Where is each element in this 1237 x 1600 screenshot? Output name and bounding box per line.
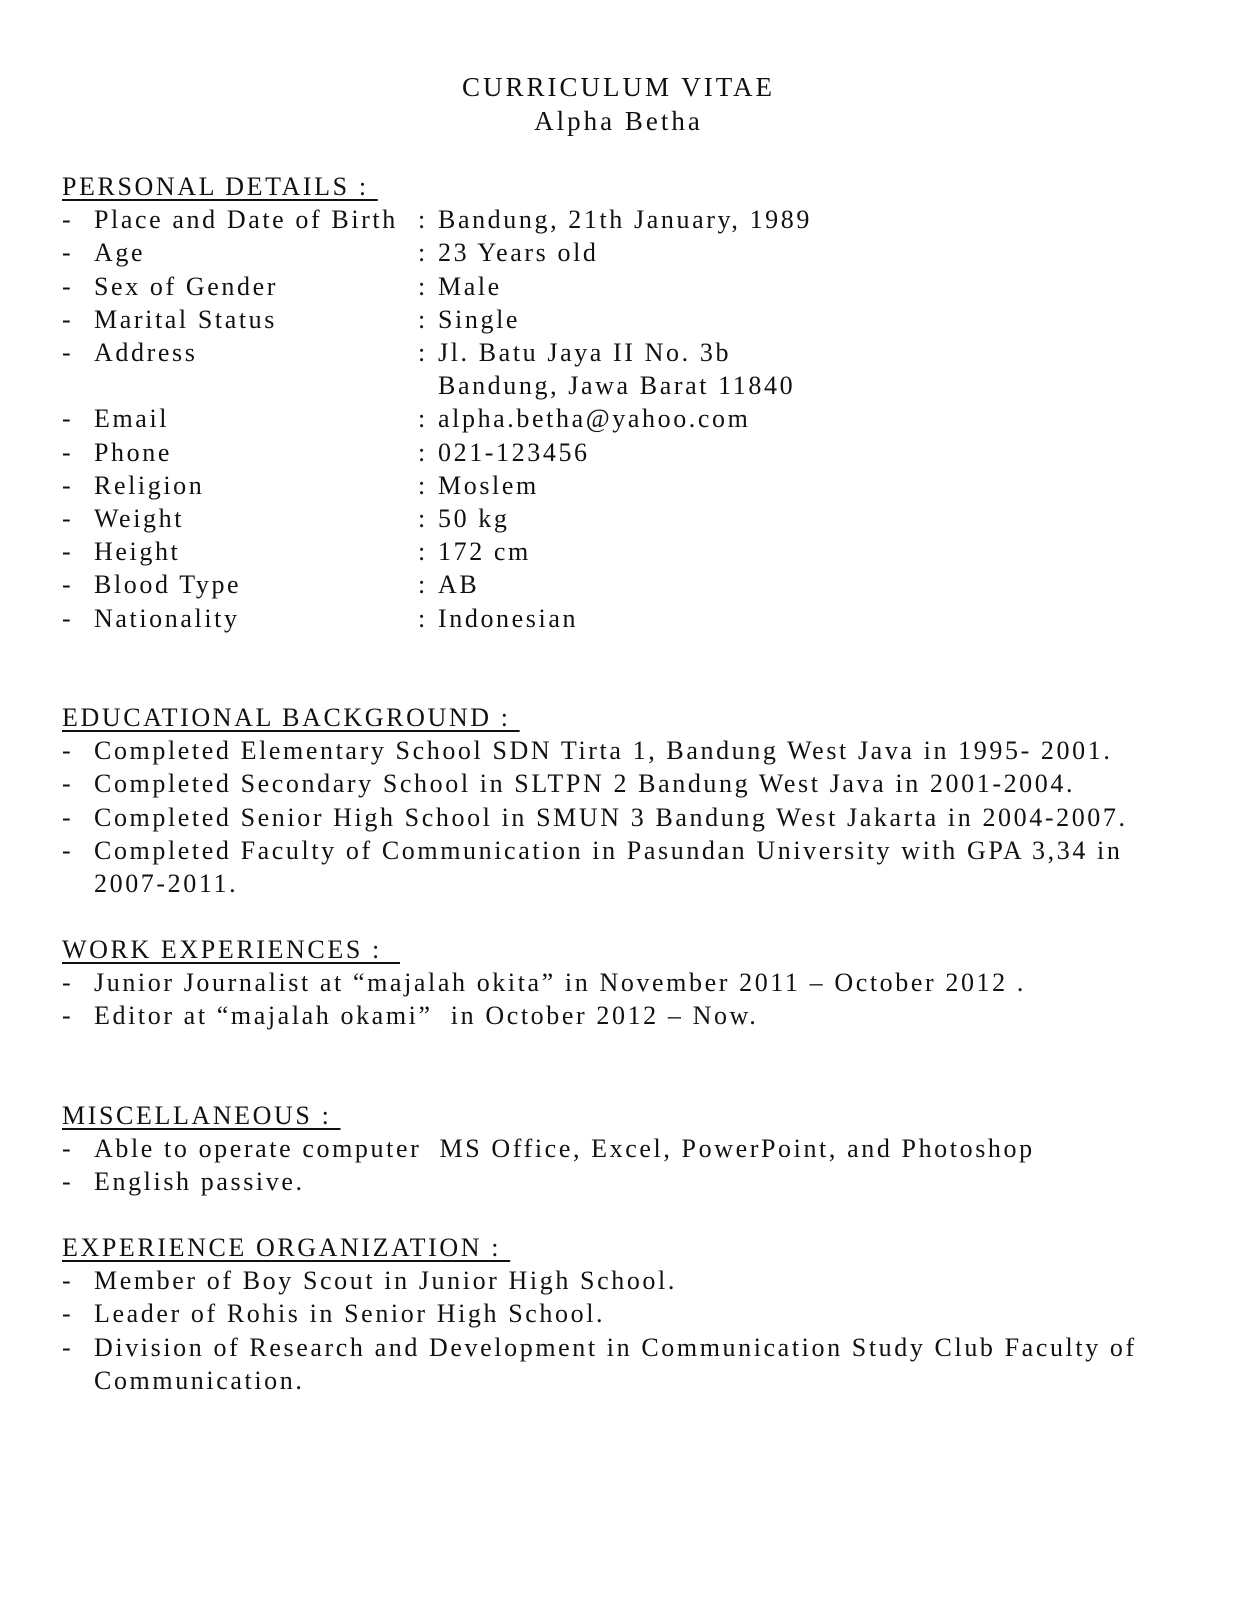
education-item: Completed Secondary School in SLTPN 2 Bandung West Java in 2001-2004. bbox=[94, 769, 1076, 799]
list-item bbox=[62, 966, 1192, 999]
detail-value: Indonesian bbox=[438, 603, 579, 633]
list-dash: - bbox=[62, 1134, 74, 1164]
detail-label: Phone bbox=[94, 437, 172, 467]
work-item: Junior Journalist at “majalah okita” in November 2011 – October 2012 . bbox=[94, 968, 1026, 998]
detail-colon: : bbox=[418, 205, 428, 235]
detail-colon: : bbox=[418, 603, 428, 633]
list-item bbox=[62, 834, 1192, 900]
detail-colon: : bbox=[418, 470, 428, 500]
detail-label: Height bbox=[94, 537, 181, 567]
list-dash: - bbox=[62, 736, 74, 766]
detail-colon: : bbox=[418, 504, 428, 534]
detail-row-email bbox=[62, 402, 1192, 435]
list-dash: - bbox=[62, 570, 74, 600]
list-item bbox=[62, 999, 1192, 1032]
detail-value: alpha.betha@yahoo.com bbox=[438, 404, 751, 434]
detail-value: 23 Years old bbox=[438, 238, 599, 268]
list-dash: - bbox=[62, 1266, 74, 1296]
detail-colon: : bbox=[418, 437, 428, 467]
detail-label: Email bbox=[94, 404, 170, 434]
candidate-name: Alpha Betha bbox=[534, 106, 703, 136]
misc-section bbox=[62, 1099, 1192, 1199]
detail-colon: : bbox=[418, 238, 428, 268]
document-title: CURRICULUM VITAE bbox=[461, 72, 776, 102]
detail-label: Marital Status bbox=[94, 304, 277, 334]
detail-row-marital bbox=[62, 303, 1192, 336]
detail-value: 50 kg bbox=[438, 504, 510, 534]
detail-label: Age bbox=[94, 238, 146, 268]
organization-item: Leader of Rohis in Senior High School. bbox=[94, 1299, 606, 1329]
detail-value: Male bbox=[438, 271, 502, 301]
detail-colon: : bbox=[418, 570, 428, 600]
list-dash: - bbox=[62, 470, 74, 500]
list-item bbox=[62, 767, 1192, 800]
list-dash: - bbox=[62, 537, 74, 567]
detail-colon: : bbox=[418, 537, 428, 567]
education-item: Completed Faculty of Communication in Pasundan University with GPA 3,34 in 2007-2011. bbox=[94, 835, 1123, 899]
personal-details-heading: PERSONAL DETAILS : bbox=[62, 172, 378, 201]
education-item: Completed Elementary School SDN Tirta 1, Bandung West Java in 1995- 2001. bbox=[94, 736, 1113, 766]
organization-section bbox=[62, 1231, 1192, 1397]
detail-row-phone bbox=[62, 436, 1192, 469]
detail-label: Blood Type bbox=[94, 570, 242, 600]
list-dash: - bbox=[62, 404, 74, 434]
organization-item: Division of Research and Development in Communication Study Club Faculty of Communication. bbox=[94, 1332, 1137, 1395]
detail-label: Religion bbox=[94, 470, 205, 500]
work-heading: WORK EXPERIENCES : bbox=[62, 935, 400, 964]
detail-row-gender bbox=[62, 270, 1192, 303]
list-dash: - bbox=[62, 1299, 74, 1329]
list-dash: - bbox=[62, 769, 74, 799]
list-item bbox=[62, 801, 1192, 834]
list-item bbox=[62, 734, 1192, 767]
list-item bbox=[62, 1165, 1192, 1198]
list-item bbox=[62, 1331, 1192, 1397]
detail-row-weight bbox=[62, 502, 1192, 535]
detail-value: Bandung, 21th January, 1989 bbox=[438, 205, 812, 235]
list-dash: - bbox=[62, 504, 74, 534]
list-dash: - bbox=[62, 304, 74, 334]
list-dash: - bbox=[62, 338, 74, 368]
list-dash: - bbox=[62, 835, 74, 865]
education-item: Completed Senior High School in SMUN 3 Bandung West Jakarta in 2004-2007. bbox=[94, 802, 1128, 832]
detail-value: Bandung, Jawa Barat 11840 bbox=[438, 371, 796, 401]
detail-value: Single bbox=[438, 304, 521, 334]
detail-label: Weight bbox=[94, 504, 185, 534]
detail-row-address-cont bbox=[62, 369, 1192, 402]
detail-row-address bbox=[62, 336, 1192, 369]
list-item bbox=[62, 1297, 1192, 1330]
list-dash: - bbox=[62, 968, 74, 998]
detail-row-religion bbox=[62, 469, 1192, 502]
list-dash: - bbox=[62, 1332, 74, 1362]
detail-row-height bbox=[62, 535, 1192, 568]
education-heading: EDUCATIONAL BACKGROUND : bbox=[62, 703, 520, 732]
list-item bbox=[62, 1264, 1192, 1297]
work-item: Editor at “majalah okami” in October 2012 – Now. bbox=[94, 1001, 759, 1031]
list-dash: - bbox=[62, 238, 74, 268]
detail-label: Place and Date of Birth bbox=[94, 205, 398, 235]
education-section bbox=[62, 701, 1192, 900]
list-item bbox=[62, 1132, 1192, 1165]
detail-row-blood-type bbox=[62, 568, 1192, 601]
list-dash: - bbox=[62, 437, 74, 467]
organization-heading: EXPERIENCE ORGANIZATION : bbox=[62, 1233, 511, 1262]
detail-value: Moslem bbox=[438, 470, 539, 500]
detail-value: 172 cm bbox=[438, 537, 531, 567]
detail-value: Jl. Batu Jaya II No. 3b bbox=[438, 338, 732, 368]
detail-label: Sex of Gender bbox=[94, 271, 278, 301]
detail-value: 021-123456 bbox=[438, 437, 590, 467]
misc-heading: MISCELLANEOUS : bbox=[62, 1101, 341, 1130]
detail-colon: : bbox=[418, 338, 428, 368]
detail-value: AB bbox=[438, 570, 480, 600]
list-dash: - bbox=[62, 205, 74, 235]
detail-colon: : bbox=[418, 271, 428, 301]
detail-label: Nationality bbox=[94, 603, 240, 633]
detail-colon: : bbox=[418, 404, 428, 434]
personal-details-section bbox=[62, 170, 1192, 635]
cv-header bbox=[0, 70, 1237, 138]
detail-label: Address bbox=[94, 338, 198, 368]
list-dash: - bbox=[62, 1001, 74, 1031]
misc-item: English passive. bbox=[94, 1167, 305, 1197]
misc-item: Able to operate computer MS Office, Excel, PowerPoint, and Photoshop bbox=[94, 1134, 1035, 1164]
list-dash: - bbox=[62, 802, 74, 832]
organization-item: Member of Boy Scout in Junior High School. bbox=[94, 1266, 677, 1296]
detail-row-age bbox=[62, 236, 1192, 269]
list-dash: - bbox=[62, 271, 74, 301]
detail-colon: : bbox=[418, 304, 428, 334]
list-dash: - bbox=[62, 1167, 74, 1197]
detail-row-nationality bbox=[62, 602, 1192, 635]
work-section bbox=[62, 933, 1192, 1033]
list-dash: - bbox=[62, 603, 74, 633]
detail-row-birth bbox=[62, 203, 1192, 236]
